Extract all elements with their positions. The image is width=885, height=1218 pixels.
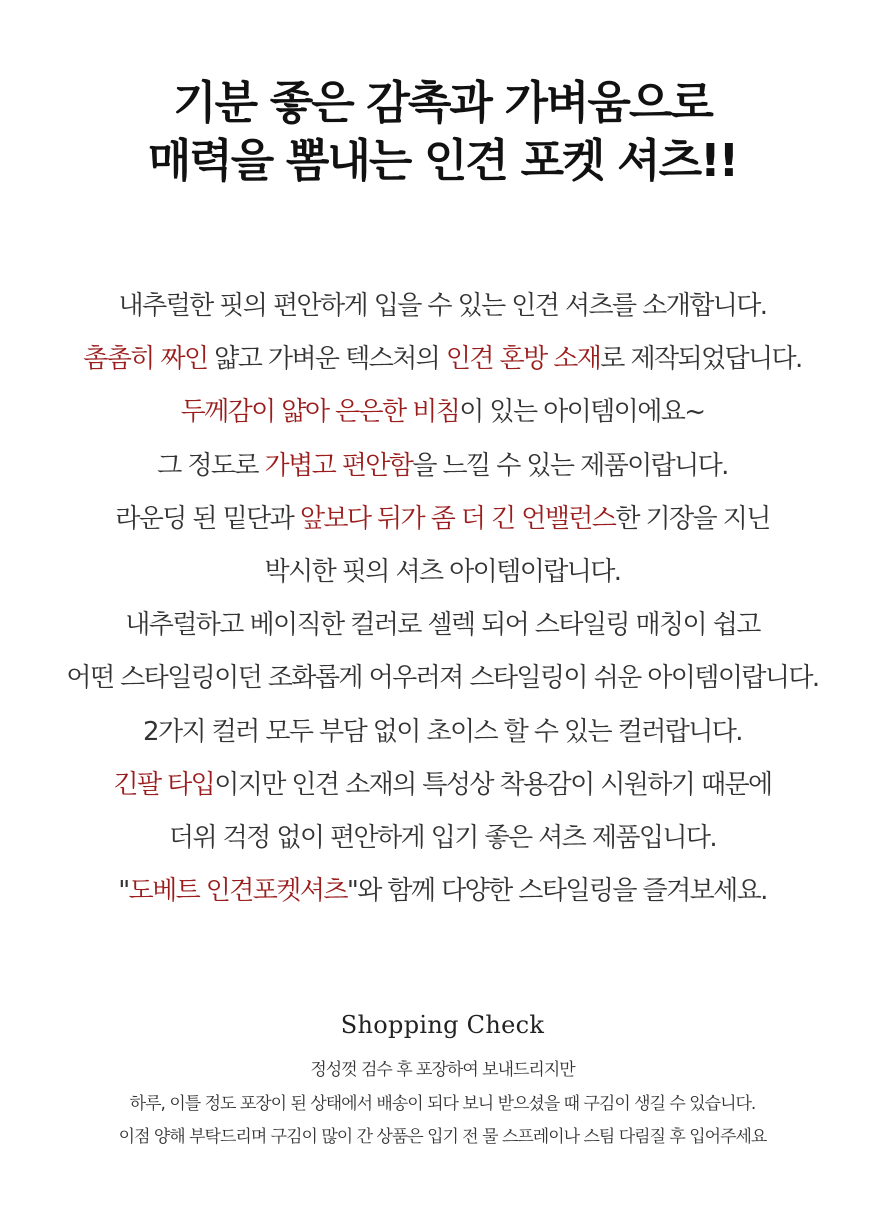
- description-line: [0, 759, 885, 812]
- description-text: 그 정도로: [157, 450, 265, 481]
- description-text: 더위 걱정 없이 편안하게 입기 좋은 셔츠 제품입니다.: [168, 823, 717, 854]
- description-text: "와 함께 다양한 스타일링을 즐겨보세요.: [346, 876, 767, 907]
- shopping-check-line: 하루, 이틀 정도 포장이 된 상태에서 배송이 되다 보니 받으셨을 때 구김이 생길 수 있습니다.: [129, 1093, 756, 1114]
- description-text: 2가지 컬러 모두 부담 없이 초이스 할 수 있는 컬러랍니다.: [143, 716, 742, 747]
- description-line: [0, 706, 885, 759]
- description-text: ": [118, 876, 129, 907]
- description-highlight: 촘촘히 짜인: [83, 344, 208, 375]
- headline-line-2: 매력을 뽐내는 인견 포켓 셔츠!!: [147, 134, 738, 187]
- description-text: 박시한 핏의 셔츠 아이템이랍니다.: [264, 557, 621, 588]
- description-line: [0, 440, 885, 493]
- description-line: [0, 812, 885, 865]
- description-text: 로 제작되었답니다.: [600, 344, 802, 375]
- description-line: [0, 599, 885, 652]
- description-highlight: 긴팔 타입: [113, 769, 215, 800]
- description-text: 을 느낄 수 있는 제품이랍니다.: [412, 450, 728, 481]
- description-line: [0, 546, 885, 599]
- description-line: [0, 386, 885, 439]
- description-line: [0, 493, 885, 546]
- description-highlight: 가볍고 편안함: [264, 450, 413, 481]
- headline: [0, 74, 885, 190]
- shopping-check-line: 이점 양해 부탁드리며 구김이 많이 간 상품은 입기 전 물 스프레이나 스팀 다림질 후 입어주세요: [118, 1127, 767, 1147]
- headline-line-1: 기분 좋은 감촉과 가벼움으로: [173, 76, 712, 129]
- description-text: 내추럴하고 베이직한 컬러로 셀렉 되어 스타일링 매칭이 쉽고: [125, 610, 760, 641]
- description-highlight: 인견 혼방 소재: [445, 344, 601, 375]
- description-text: 어떤 스타일링이던 조화롭게 어우러져 스타일링이 쉬운 아이템이랍니다.: [66, 663, 819, 694]
- product-description: [0, 280, 885, 918]
- description-text: 내추럴한 핏의 편안하게 입을 수 있는 인견 셔츠를 소개합니다.: [118, 291, 767, 321]
- description-text: 얇고 가벼운 텍스처의: [207, 344, 446, 375]
- description-highlight: 도베트 인견포켓셔츠: [128, 876, 347, 907]
- shopping-check-notice: [0, 1054, 885, 1155]
- shopping-check-line: 정성껏 검수 후 포장하여 보내드리지만: [310, 1060, 575, 1080]
- description-text: 이지만 인견 소재의 특성상 착용감이 시원하기 때문에: [214, 769, 772, 800]
- description-line: [0, 865, 885, 918]
- description-line: [0, 652, 885, 705]
- description-highlight: 두께감이 얇아 은은한 비침: [180, 397, 460, 428]
- description-text: 이 있는 아이템이에요~: [459, 397, 705, 428]
- description-line: [0, 280, 885, 333]
- description-text: 한 기장을 지닌: [615, 503, 770, 534]
- description-highlight: 앞보다 뒤가 좀 더 긴 언밸런스: [299, 503, 616, 534]
- shopping-check-title: Shopping Check: [340, 1011, 545, 1039]
- description-line: [0, 333, 885, 386]
- description-text: 라운딩 된 밑단과: [115, 503, 300, 534]
